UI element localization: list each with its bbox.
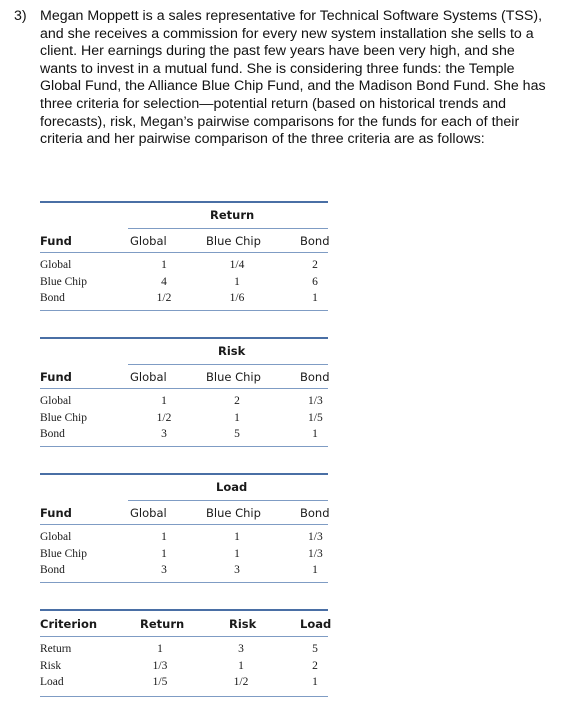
table-cell: 5 [312,643,318,655]
problem-number: 3) [14,8,27,24]
table-cell: 1/6 [229,292,245,304]
table-top-rule [40,473,328,475]
row-label: Global [40,395,72,407]
table-cell: 2 [234,395,240,407]
table-cell: 3 [161,564,167,576]
table-cell: 1/4 [229,259,245,271]
row-header: Fund [40,234,72,248]
header-rule [40,252,328,253]
return-comparison-table [40,196,328,316]
row-label: Load [40,676,64,688]
table-cell: 1 [234,276,240,288]
row-label: Bond [40,564,65,576]
table-cell: 1/5 [152,676,168,688]
table-cell: 1/3 [308,395,323,407]
header-rule [40,636,328,637]
table-title: Return [210,208,255,222]
row-label: Blue Chip [40,412,87,424]
load-comparison-table [40,468,328,588]
table-cell: 1/2 [156,292,172,304]
table-cell: 1 [161,259,167,271]
table-cell: 1 [161,548,167,560]
title-rule [128,500,328,501]
column-header: Blue Chip [206,370,261,384]
column-header: Load [300,617,332,631]
table-cell: 6 [312,276,318,288]
row-label: Global [40,531,72,543]
table-cell: 1 [312,292,318,304]
table-title: Load [216,480,248,494]
table-title: Risk [218,344,246,358]
table-bottom-rule [40,696,328,697]
table-bottom-rule [40,446,328,447]
column-header: Global [130,506,167,520]
table-cell: 1/2 [156,412,172,424]
table-cell: 5 [234,428,240,440]
table-cell: 2 [312,259,318,271]
table-cell: 3 [161,428,167,440]
row-label: Blue Chip [40,276,87,288]
column-header: Blue Chip [206,234,261,248]
table-cell: 1 [234,548,240,560]
table-top-rule [40,201,328,203]
criteria-comparison-table [40,604,332,704]
table-cell: 1/3 [152,660,168,672]
table-cell: 1 [234,531,240,543]
column-header: Risk [229,617,257,631]
column-header: Return [140,617,185,631]
column-header: Global [130,234,167,248]
table-cell: 1 [161,531,167,543]
title-rule [128,364,328,365]
column-header: Bond [300,506,330,520]
table-cell: 1/2 [233,676,249,688]
title-rule [128,228,328,229]
row-header: Fund [40,370,72,384]
table-cell: 1 [161,395,167,407]
table-top-rule [40,609,328,611]
table-cell: 1 [312,564,318,576]
column-header: Global [130,370,167,384]
row-label: Global [40,259,72,271]
row-label: Return [40,643,72,655]
table-bottom-rule [40,310,328,311]
row-label: Risk [40,660,62,672]
row-label: Blue Chip [40,548,87,560]
column-header: Bond [300,234,330,248]
problem-text: Megan Moppett is a sales representative for Technical Software Systems (TSS), and she receives a commission for every new system installation she sells to a client. Her earnings during the past few years have been very high, and she wants to invest in a mutual fund. She is considering three funds: the Temple Global Fund, the Alliance Blue Chip Fund, and the Madison Bond Fund. She has three criteria for selection—potential return (based on historical trends and forecasts), risk, Megan’s pairwise comparisons for the funds for each of their criteria and her pairwise comparison of the three criteria are as follows: [40,8,546,148]
table-top-rule [40,337,328,339]
table-cell: 1 [312,428,318,440]
row-label: Bond [40,292,65,304]
table-cell: 1/5 [308,412,323,424]
table-cell: 4 [161,276,167,288]
table-cell: 2 [312,660,318,672]
table-cell: 3 [238,643,244,655]
table-bottom-rule [40,582,328,583]
table-cell: 1 [312,676,318,688]
row-header: Fund [40,506,72,520]
table-cell: 1 [234,412,240,424]
table-cell: 1/3 [308,548,323,560]
column-header: Bond [300,370,330,384]
problem-statement [14,8,554,149]
row-label: Bond [40,428,65,440]
table-cell: 1 [157,643,163,655]
table-cell: 1/3 [308,531,323,543]
table-cell: 1 [238,660,244,672]
header-rule [40,388,328,389]
table-cell: 3 [234,564,240,576]
row-header: Criterion [40,617,98,631]
column-header: Blue Chip [206,506,261,520]
risk-comparison-table [40,332,328,452]
header-rule [40,524,328,525]
